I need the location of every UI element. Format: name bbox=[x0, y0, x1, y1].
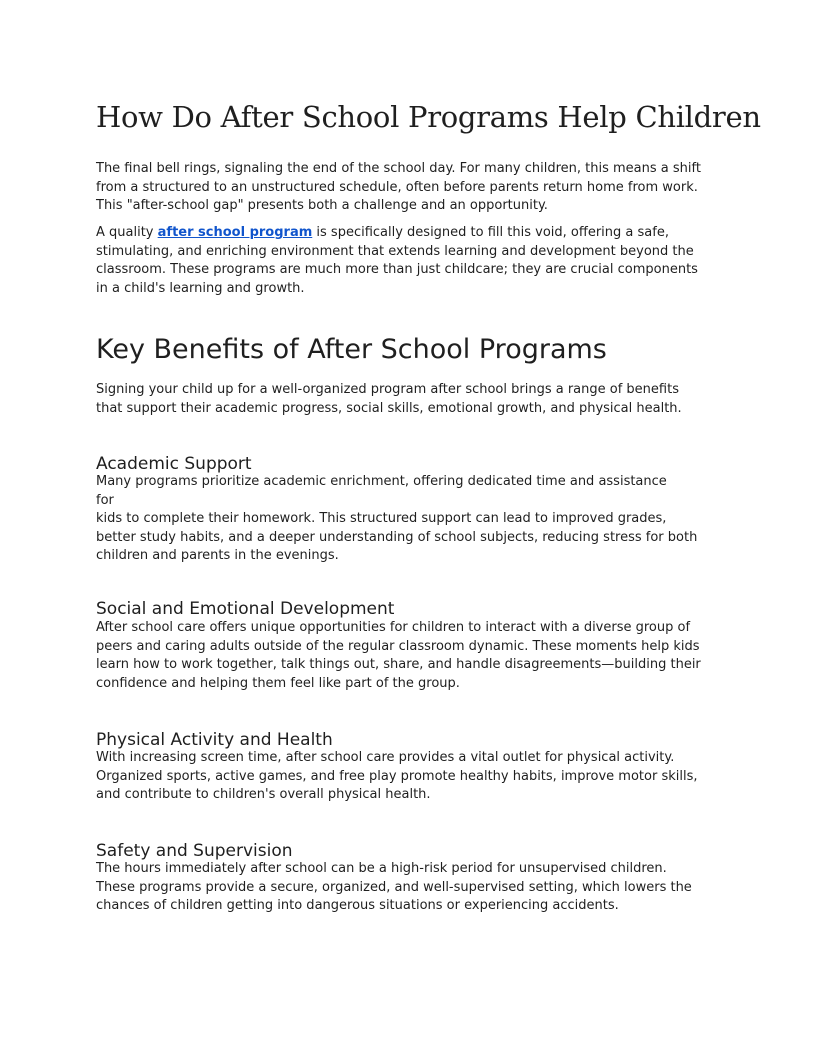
text-fragment: is specifically designed to fill this void, offering a safe, bbox=[312, 225, 669, 240]
text-line bbox=[96, 224, 720, 243]
benefits-intro bbox=[96, 381, 720, 418]
text-line: The final bell rings, signaling the end of the school day. For many children, this means a shift bbox=[96, 161, 701, 176]
benefits-heading: Key Benefits of After School Programs bbox=[96, 334, 607, 365]
after-school-program-link[interactable]: after school program bbox=[157, 225, 313, 240]
section-body-safety-supervision bbox=[96, 860, 720, 916]
section-body-social-emotional bbox=[96, 619, 720, 693]
text-line: confidence and helping them feel like part of the group. bbox=[96, 675, 460, 691]
intro-paragraph-2 bbox=[96, 224, 720, 298]
text-line: that support their academic progress, social skills, emotional growth, and physical health. bbox=[96, 400, 682, 416]
page-title: How Do After School Programs Help Children bbox=[96, 100, 761, 134]
text-line: better study habits, and a deeper understanding of school subjects, reducing stress for both bbox=[96, 529, 698, 545]
section-body-physical-activity bbox=[96, 749, 720, 805]
text-line: The hours immediately after school can be a high-risk period for unsupervised children. bbox=[96, 861, 667, 876]
text-line: and contribute to children's overall physical health. bbox=[96, 787, 431, 803]
text-line: Many programs prioritize academic enrichment, offering dedicated time and assistance bbox=[96, 474, 667, 489]
section-heading-physical-activity: Physical Activity and Health bbox=[96, 730, 333, 750]
text-line: children and parents in the evenings. bbox=[96, 548, 339, 564]
text-line: These programs provide a secure, organized, and well-supervised setting, which lowers the bbox=[96, 879, 692, 895]
text-line: peers and caring adults outside of the regular classroom dynamic. These moments help kids bbox=[96, 638, 700, 654]
text-line: learn how to work together, talk things out, share, and handle disagreements—building their bbox=[96, 657, 701, 673]
text-line: Organized sports, active games, and free play promote healthy habits, improve motor skills, bbox=[96, 768, 698, 784]
text-line: chances of children getting into dangerous situations or experiencing accidents. bbox=[96, 898, 619, 914]
text-line: Signing your child up for a well-organized program after school brings a range of benefits bbox=[96, 382, 679, 397]
section-heading-social-emotional: Social and Emotional Development bbox=[96, 599, 395, 619]
text-line: classroom. These programs are much more than just childcare; they are crucial components bbox=[96, 262, 698, 278]
section-body-academic-support bbox=[96, 473, 720, 566]
text-line: With increasing screen time, after school care provides a vital outlet for physical activity. bbox=[96, 750, 675, 765]
text-fragment: A quality bbox=[96, 225, 158, 240]
text-line: from a structured to an unstructured schedule, often before parents return home from work. bbox=[96, 179, 698, 195]
section-heading-academic-support: Academic Support bbox=[96, 454, 252, 474]
text-line: This "after-school gap" presents both a challenge and an opportunity. bbox=[96, 198, 548, 214]
intro-paragraph-1 bbox=[96, 160, 720, 216]
text-line: stimulating, and enriching environment that extends learning and development beyond the bbox=[96, 243, 694, 259]
text-line: kids to complete their homework. This structured support can lead to improved grades, bbox=[96, 511, 667, 527]
text-line: in a child's learning and growth. bbox=[96, 280, 305, 296]
section-heading-safety-supervision: Safety and Supervision bbox=[96, 841, 293, 861]
text-line: After school care offers unique opportunities for children to interact with a diverse group of bbox=[96, 620, 691, 635]
text-line: for bbox=[96, 492, 114, 508]
